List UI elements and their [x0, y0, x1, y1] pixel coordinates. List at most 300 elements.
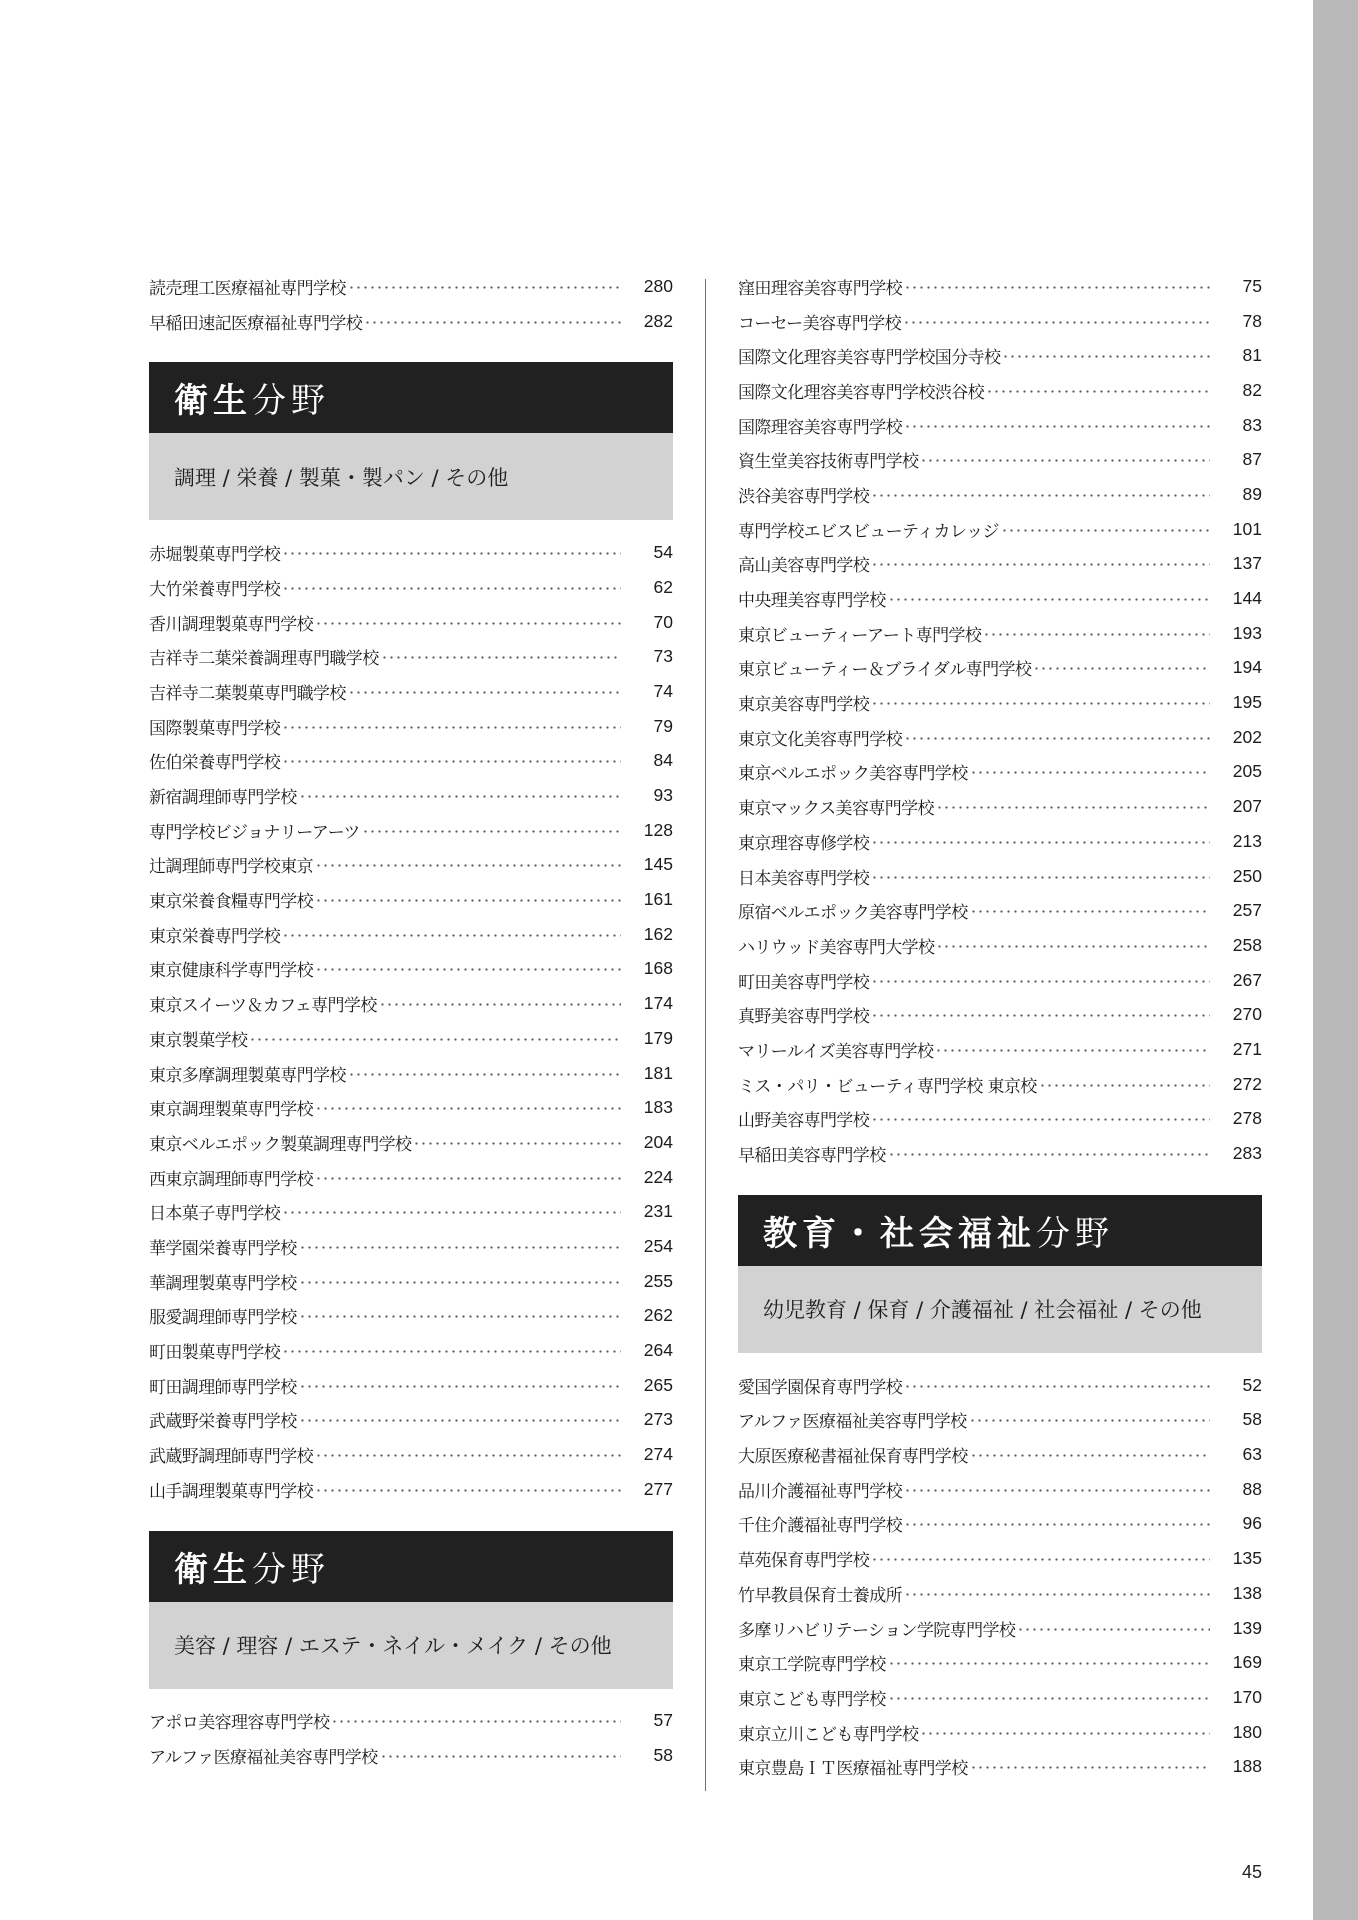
dot-leader	[380, 1755, 621, 1758]
page-ref: 271	[1232, 1038, 1262, 1059]
index-entry	[738, 789, 1262, 824]
school-name: 竹早教員保育士養成所	[738, 1585, 902, 1606]
dot-leader	[315, 622, 621, 625]
page-ref: 195	[1232, 692, 1262, 713]
page-ref: 257	[1232, 900, 1262, 921]
dot-leader	[282, 587, 621, 590]
page-ref: 278	[1232, 1108, 1262, 1129]
dot-leader	[903, 321, 1210, 324]
index-entry	[738, 1368, 1262, 1403]
index-entry	[738, 859, 1262, 894]
dot-leader	[315, 1177, 621, 1180]
index-entry	[149, 1472, 673, 1507]
dot-leader	[1033, 667, 1210, 670]
index-entry	[738, 1437, 1262, 1472]
dot-leader	[348, 691, 621, 694]
side-tab-bar	[1313, 0, 1358, 1920]
school-name: 東京ビューティーアート専門学校	[738, 625, 982, 646]
school-name: 窪田理容美容専門学校	[738, 278, 902, 299]
dot-leader	[871, 1118, 1210, 1121]
dot-leader	[888, 1153, 1210, 1156]
section-title-suffix: 分野	[252, 1549, 330, 1590]
page-ref: 93	[653, 785, 673, 806]
section-heading-education-welfare	[738, 1195, 1262, 1353]
page-ref: 81	[1242, 345, 1262, 366]
index-entry	[738, 1032, 1262, 1067]
index-entry	[738, 304, 1262, 339]
page-ref: 135	[1232, 1548, 1262, 1569]
dot-leader	[379, 1003, 621, 1006]
school-name: 辻調理師専門学校東京	[149, 857, 313, 878]
dot-leader	[315, 899, 621, 902]
index-entry	[738, 616, 1262, 651]
page-ref: 250	[1232, 865, 1262, 886]
index-entry	[738, 338, 1262, 373]
index-entry	[738, 1507, 1262, 1542]
index-entry	[149, 605, 673, 640]
school-name: 早稲田美容専門学校	[738, 1146, 886, 1167]
page-number: 45	[1241, 1862, 1262, 1882]
page-ref: 87	[1242, 449, 1262, 470]
dot-leader	[331, 1720, 621, 1723]
school-name: 東京健康科学専門学校	[149, 961, 313, 982]
page-ref: 139	[1232, 1617, 1262, 1638]
section-title-bold: 衛生	[174, 381, 252, 422]
page-ref: 101	[1232, 518, 1262, 539]
page-ref: 204	[643, 1131, 673, 1152]
page-ref: 84	[653, 750, 673, 771]
section-title-suffix: 分野	[1036, 1213, 1114, 1254]
index-entry	[149, 1264, 673, 1299]
dot-leader	[282, 934, 621, 937]
index-entry	[149, 1333, 673, 1368]
entry-list	[738, 1368, 1262, 1784]
dot-leader	[888, 1662, 1210, 1665]
section-heading-eisei-cooking	[149, 362, 673, 520]
school-name: 東京工学院専門学校	[738, 1655, 886, 1676]
page-ref: 58	[1242, 1409, 1262, 1430]
page-ref: 194	[1232, 657, 1262, 678]
index-entry	[738, 547, 1262, 582]
dot-leader	[315, 1454, 621, 1457]
index-entry	[149, 1368, 673, 1403]
index-entry	[149, 1229, 673, 1264]
dot-leader	[871, 1558, 1210, 1561]
index-entry	[149, 535, 673, 570]
dot-leader	[364, 321, 621, 324]
page-ref: 265	[643, 1374, 673, 1395]
dot-leader	[936, 945, 1210, 948]
page-ref: 169	[1232, 1652, 1262, 1673]
page-ref: 193	[1232, 622, 1262, 643]
dot-leader	[381, 656, 621, 659]
page-ref: 74	[653, 680, 673, 701]
school-name: 東京栄養食糧専門学校	[149, 892, 313, 913]
school-name: 華学園栄養専門学校	[149, 1238, 297, 1259]
page-ref: 282	[643, 310, 673, 331]
index-entry	[149, 1738, 673, 1773]
page-ref: 128	[643, 819, 673, 840]
page-ref: 270	[1232, 1004, 1262, 1025]
school-name: アルファ医療福祉美容専門学校	[149, 1748, 378, 1769]
dot-leader	[983, 633, 1210, 636]
index-entry	[738, 442, 1262, 477]
dot-leader	[936, 806, 1210, 809]
section-heading-eisei-beauty	[149, 1531, 673, 1689]
page-ref: 174	[643, 993, 673, 1014]
index-entry	[149, 1704, 673, 1739]
dot-leader	[315, 864, 621, 867]
index-entry	[738, 928, 1262, 963]
index-entry	[149, 1403, 673, 1438]
index-entry	[738, 1403, 1262, 1438]
page-ref: 188	[1232, 1756, 1262, 1777]
dot-leader	[299, 795, 621, 798]
school-name: 大竹栄養専門学校	[149, 579, 281, 600]
dot-leader	[1002, 355, 1210, 358]
school-name: 東京理容専修学校	[738, 833, 870, 854]
page-ref: 262	[643, 1305, 673, 1326]
school-name: 愛国学園保育専門学校	[738, 1377, 902, 1398]
page-ref: 83	[1242, 414, 1262, 435]
index-entry	[738, 1067, 1262, 1102]
page-ref: 283	[1232, 1143, 1262, 1164]
dot-leader	[315, 1489, 621, 1492]
page-ref: 264	[643, 1340, 673, 1361]
index-entry	[149, 570, 673, 605]
index-entry	[149, 744, 673, 779]
index-entry	[738, 269, 1262, 304]
school-name: 資生堂美容技術専門学校	[738, 452, 919, 473]
page-ref: 89	[1242, 483, 1262, 504]
page-ref: 88	[1242, 1478, 1262, 1499]
page-ref: 207	[1232, 796, 1262, 817]
index-entry	[738, 824, 1262, 859]
school-name: 東京調理製菓専門学校	[149, 1100, 313, 1121]
school-name: 武蔵野栄養専門学校	[149, 1412, 297, 1433]
dot-leader	[1017, 1628, 1210, 1631]
page-ref: 170	[1232, 1686, 1262, 1707]
entry-list	[149, 1704, 673, 1773]
dot-leader	[315, 1107, 621, 1110]
school-name: 東京多摩調理製菓専門学校	[149, 1065, 346, 1086]
index-entry	[149, 639, 673, 674]
dot-leader	[871, 1014, 1210, 1017]
page-ref: 145	[643, 854, 673, 875]
index-entry	[149, 952, 673, 987]
school-name: 東京栄養専門学校	[149, 926, 281, 947]
school-name: 東京マックス美容専門学校	[738, 799, 934, 820]
dot-leader	[1039, 1084, 1210, 1087]
index-entry	[738, 1645, 1262, 1680]
school-name: 華調理製菓専門学校	[149, 1273, 297, 1294]
page-ref: 213	[1232, 830, 1262, 851]
index-entry	[738, 581, 1262, 616]
page-ref: 63	[1242, 1444, 1262, 1465]
page-ref: 183	[643, 1097, 673, 1118]
school-name: 品川介護福祉専門学校	[738, 1481, 902, 1502]
index-entry	[738, 1715, 1262, 1750]
school-name: 国際製菓専門学校	[149, 718, 281, 739]
index-entry	[738, 1541, 1262, 1576]
page-ref: 205	[1232, 761, 1262, 782]
index-entry	[149, 813, 673, 848]
page-ref: 255	[643, 1270, 673, 1291]
index-entry	[738, 893, 1262, 928]
page-ref: 179	[643, 1027, 673, 1048]
section-title-suffix: 分野	[252, 381, 330, 422]
entry-list	[149, 269, 673, 338]
index-entry	[149, 1125, 673, 1160]
page-ref: 277	[643, 1478, 673, 1499]
dot-leader	[413, 1142, 621, 1145]
dot-leader	[282, 1211, 621, 1214]
index-entry	[149, 986, 673, 1021]
page-ref: 254	[643, 1235, 673, 1256]
page-ref: 162	[643, 923, 673, 944]
dot-leader	[282, 760, 621, 763]
school-name: 原宿ベルエポック美容専門学校	[738, 903, 968, 924]
dot-leader	[871, 876, 1210, 879]
school-name: 武蔵野調理師専門学校	[149, 1447, 313, 1468]
school-name: 東京スイーツ＆カフェ専門学校	[149, 996, 377, 1017]
dot-leader	[249, 1038, 621, 1041]
page-ref: 202	[1232, 726, 1262, 747]
index-entry	[149, 709, 673, 744]
school-name: 専門学校ビジョナリーアーツ	[149, 822, 360, 843]
school-name: 中央理美容専門学校	[738, 591, 886, 612]
dot-leader	[299, 1246, 621, 1249]
school-name: 真野美容専門学校	[738, 1007, 870, 1028]
index-entry	[738, 1472, 1262, 1507]
school-name: 山手調理製菓専門学校	[149, 1481, 313, 1502]
dot-leader	[970, 771, 1210, 774]
dot-leader	[871, 563, 1210, 566]
index-entry	[149, 269, 673, 304]
page-ref: 161	[643, 889, 673, 910]
page-ref: 280	[643, 275, 673, 296]
dot-leader	[888, 598, 1210, 601]
school-name: 町田製菓専門学校	[149, 1343, 281, 1364]
index-entry	[738, 685, 1262, 720]
page-ref: 273	[643, 1409, 673, 1430]
page-ref: 78	[1242, 310, 1262, 331]
dot-leader	[1001, 529, 1210, 532]
dot-leader	[348, 286, 621, 289]
section-title-bold: 教育・社会福祉	[763, 1213, 1036, 1254]
index-entry	[738, 963, 1262, 998]
dot-leader	[904, 737, 1210, 740]
school-name: 東京豊島ＩＴ医療福祉専門学校	[738, 1759, 968, 1780]
index-entry	[738, 1680, 1262, 1715]
section-subtitle: 美容 / 理容 / エステ・ネイル・メイク / その他	[149, 1602, 673, 1689]
page-ref: 137	[1232, 553, 1262, 574]
index-entry	[149, 1090, 673, 1125]
school-name: マリールイズ美容専門学校	[738, 1041, 934, 1062]
dot-leader	[348, 1073, 621, 1076]
index-entry	[149, 1056, 673, 1091]
left-column	[149, 269, 673, 1773]
dot-leader	[871, 980, 1210, 983]
section-title-bold: 衛生	[174, 1549, 252, 1590]
school-name: 東京文化美容専門学校	[738, 729, 902, 750]
school-name: 佐伯栄養専門学校	[149, 753, 281, 774]
school-name: 早稲田速記医療福祉専門学校	[149, 313, 363, 334]
index-entry	[149, 1194, 673, 1229]
index-entry	[738, 512, 1262, 547]
school-name: 日本美容専門学校	[738, 868, 870, 889]
section-title-bar	[149, 362, 673, 433]
page-ref: 258	[1232, 934, 1262, 955]
school-name: 西東京調理師専門学校	[149, 1169, 313, 1190]
dot-leader	[362, 830, 621, 833]
dot-leader	[282, 552, 621, 555]
dot-leader	[986, 390, 1210, 393]
school-name: 東京立川こども専門学校	[738, 1724, 919, 1745]
dot-leader	[282, 1350, 621, 1353]
page-ref: 57	[653, 1710, 673, 1731]
school-name: コーセー美容専門学校	[738, 313, 901, 334]
school-name: 町田美容専門学校	[738, 972, 870, 993]
index-entry	[738, 755, 1262, 790]
section-subtitle: 幼児教育 / 保育 / 介護福祉 / 社会福祉 / その他	[738, 1266, 1262, 1353]
dot-leader	[904, 1489, 1210, 1492]
school-name: 東京こども専門学校	[738, 1689, 886, 1710]
school-name: 読売理工医療福祉専門学校	[149, 278, 346, 299]
school-name: 香川調理製菓専門学校	[149, 614, 313, 635]
page-ref: 180	[1232, 1721, 1262, 1742]
school-name: 多摩リハビリテーション学院専門学校	[738, 1620, 1016, 1641]
school-name: 東京製菓学校	[149, 1030, 248, 1051]
dot-leader	[299, 1315, 621, 1318]
index-entry	[149, 304, 673, 339]
right-column	[738, 269, 1262, 1784]
section-title-bar	[149, 1531, 673, 1602]
dot-leader	[282, 726, 621, 729]
dot-leader	[904, 425, 1210, 428]
dot-leader	[969, 1419, 1210, 1422]
school-name: 日本菓子専門学校	[149, 1204, 281, 1225]
school-name: ミス・パリ・ビューティ専門学校 東京校	[738, 1076, 1037, 1097]
page-ref: 168	[643, 958, 673, 979]
dot-leader	[315, 968, 621, 971]
school-name: 服愛調理師専門学校	[149, 1308, 297, 1329]
dot-leader	[888, 1697, 1210, 1700]
page-ref: 79	[653, 715, 673, 736]
page-ref: 181	[643, 1062, 673, 1083]
dot-leader	[920, 1732, 1210, 1735]
index-entry	[738, 651, 1262, 686]
page-ref: 73	[653, 646, 673, 667]
school-name: 東京ビューティー＆ブライダル専門学校	[738, 660, 1032, 681]
page-ref: 138	[1232, 1582, 1262, 1603]
school-name: 吉祥寺二葉製菓専門職学校	[149, 683, 346, 704]
school-name: 国際文化理容美容専門学校国分寺校	[738, 348, 1001, 369]
page-ref: 75	[1242, 275, 1262, 296]
dot-leader	[935, 1049, 1210, 1052]
dot-leader	[904, 1523, 1210, 1526]
school-name: 草苑保育専門学校	[738, 1551, 870, 1572]
school-name: 町田調理師専門学校	[149, 1377, 297, 1398]
index-entry	[738, 1102, 1262, 1137]
index-entry	[738, 373, 1262, 408]
index-entry	[149, 778, 673, 813]
index-entry	[738, 408, 1262, 443]
section-subtitle: 調理 / 栄養 / 製菓・製パン / その他	[149, 433, 673, 520]
page-ref: 82	[1242, 379, 1262, 400]
index-entry	[738, 1136, 1262, 1171]
school-name: ハリウッド美容専門大学校	[738, 937, 935, 958]
school-name: アルファ医療福祉美容専門学校	[738, 1412, 967, 1433]
page-ref: 62	[653, 576, 673, 597]
index-entry	[149, 674, 673, 709]
school-name: 東京美容専門学校	[738, 695, 870, 716]
dot-leader	[871, 494, 1210, 497]
index-entry	[149, 1299, 673, 1334]
index-entry	[149, 917, 673, 952]
dot-leader	[904, 1593, 1210, 1596]
dot-leader	[970, 1766, 1210, 1769]
dot-leader	[904, 286, 1210, 289]
dot-leader	[871, 841, 1210, 844]
dot-leader	[299, 1419, 621, 1422]
school-name: 渋谷美容専門学校	[738, 486, 870, 507]
dot-leader	[970, 910, 1210, 913]
school-name: 専門学校エビスビューティカレッジ	[738, 521, 999, 542]
dot-leader	[904, 1385, 1210, 1388]
page-ref: 144	[1232, 588, 1262, 609]
page-ref: 267	[1232, 969, 1262, 990]
entry-list	[738, 269, 1262, 1171]
page-ref: 52	[1242, 1374, 1262, 1395]
index-entry	[149, 848, 673, 883]
school-name: 山野美容専門学校	[738, 1111, 870, 1132]
page-ref: 58	[653, 1745, 673, 1766]
index-entry	[738, 997, 1262, 1032]
school-name: 大原医療秘書福祉保育専門学校	[738, 1447, 968, 1468]
page-ref: 272	[1232, 1073, 1262, 1094]
index-entry	[738, 1611, 1262, 1646]
index-entry	[149, 882, 673, 917]
page-ref: 224	[643, 1166, 673, 1187]
school-name: 高山美容専門学校	[738, 556, 870, 577]
dot-leader	[299, 1281, 621, 1284]
page-ref: 54	[653, 542, 673, 563]
page-ref: 231	[643, 1201, 673, 1222]
dot-leader	[871, 702, 1210, 705]
page-ref: 96	[1242, 1513, 1262, 1534]
dot-leader	[299, 1385, 621, 1388]
page-ref: 274	[643, 1444, 673, 1465]
index-entry	[149, 1160, 673, 1195]
column-divider	[705, 279, 706, 1791]
page-ref: 70	[653, 611, 673, 632]
school-name: 新宿調理師専門学校	[149, 788, 297, 809]
index-entry	[149, 1021, 673, 1056]
index-entry	[738, 1576, 1262, 1611]
index-entry	[149, 1437, 673, 1472]
dot-leader	[920, 459, 1210, 462]
entry-list	[149, 535, 673, 1506]
school-name: 東京ベルエポック美容専門学校	[738, 764, 968, 785]
dot-leader	[970, 1454, 1210, 1457]
index-entry	[738, 720, 1262, 755]
school-name: アポロ美容理容専門学校	[149, 1713, 330, 1734]
school-name: 吉祥寺二葉栄養調理専門職学校	[149, 649, 379, 670]
section-title-bar	[738, 1195, 1262, 1266]
school-name: 赤堀製菓専門学校	[149, 545, 281, 566]
index-entry	[738, 477, 1262, 512]
